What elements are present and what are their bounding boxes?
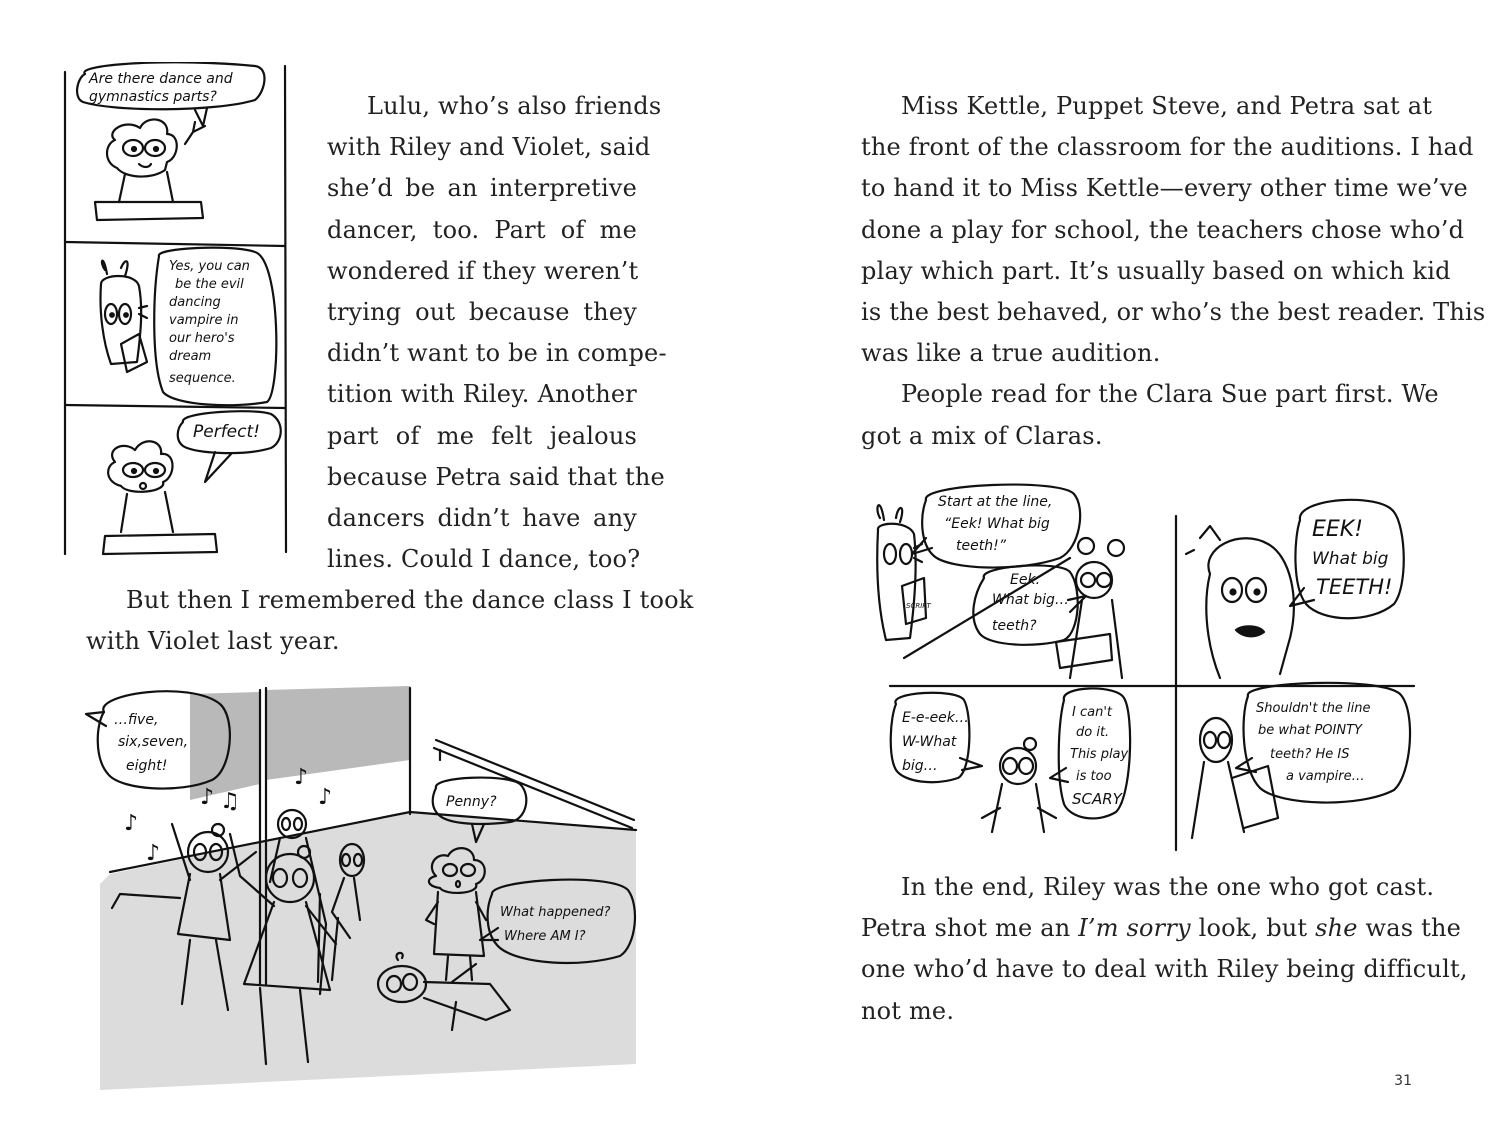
p1-top-bubble-line2: “Eek! What big: [944, 516, 1050, 532]
text-line: to hand it to Miss Kettle—every other time we’ve: [861, 174, 1468, 203]
text-line: was like a true audition.: [861, 339, 1161, 368]
p4-bubble-line: be what POINTY: [1258, 723, 1362, 738]
text-line: the front of the classroom for the auditions. I had: [861, 133, 1474, 162]
p3-right-bubble-line: I can't: [1072, 705, 1112, 720]
p1-small-bubble-line3: teeth?: [992, 618, 1037, 634]
text-line: dancers didn’t have any: [327, 504, 637, 533]
text-line: not me.: [861, 996, 955, 1025]
p3-left-bubble-line1: E-e-eek…: [902, 710, 969, 726]
p3-left-bubble-line3: big…: [902, 758, 938, 774]
panel2-bubble-line: dream: [169, 349, 212, 364]
panel2-bubble-text: [169, 259, 250, 386]
fallen-bubble-line1: What happened?: [500, 905, 611, 920]
text-line: didn’t want to be in compe-: [327, 339, 667, 368]
panel2-bubble-line: vampire in: [169, 313, 239, 328]
p4-bubble-line: Shouldn't the line: [1256, 701, 1371, 716]
text-line: But then I remembered the dance class I took: [126, 586, 694, 614]
penny-bubble-text: Penny?: [446, 794, 497, 810]
text-line: one who’d have to deal with Riley being difficult,: [861, 955, 1468, 984]
panel1-bubble-line2: gymnastics parts?: [89, 89, 217, 105]
text-line: tition with Riley. Another: [327, 380, 637, 409]
music-note: ♪: [146, 841, 161, 866]
p1-script-label: SCRIPT: [906, 602, 931, 610]
p2-bubble-line2: What big: [1312, 549, 1389, 569]
text-line: [861, 908, 1462, 949]
text-line: done a play for school, the teachers chose who’d: [861, 215, 1465, 244]
text-line: got a mix of Claras.: [861, 421, 1103, 450]
p3-right-bubble-line: This play: [1070, 747, 1129, 762]
text-line: Miss Kettle, Puppet Steve, and Petra sat at: [901, 92, 1433, 120]
text-line: with Violet last year.: [86, 627, 340, 656]
emphasis-she: she: [1315, 914, 1358, 943]
right-page: [750, 0, 1500, 1148]
text-line: is the best behaved, or who’s the best reader. This: [861, 298, 1486, 327]
text-line: with Riley and Violet, said: [327, 133, 651, 162]
text-line: part of me felt jealous: [327, 421, 637, 450]
text-line: In the end, Riley was the one who got cast.: [901, 873, 1435, 901]
p2-bubble-line1: EEK!: [1312, 517, 1364, 542]
p1-small-bubble-line2: What big…: [992, 592, 1069, 608]
text-line: trying out because they: [327, 298, 637, 327]
text-line: because Petra said that the: [327, 462, 665, 491]
paragraph-dance-class: [86, 580, 694, 662]
side-paragraph: [327, 86, 667, 580]
text-line: People read for the Clara Sue part first. We: [901, 380, 1439, 409]
p4-bubble-line: teeth? He IS: [1270, 747, 1350, 762]
text-run: Petra shot me an: [861, 914, 1079, 943]
p1-small-bubble-line1: Eek.: [1010, 572, 1041, 588]
p3-right-bubble-line: SCARY.: [1072, 790, 1125, 808]
vertical-comic-strip: [55, 62, 295, 562]
music-note: ♪: [200, 785, 215, 810]
panel3-bubble-text: Perfect!: [193, 422, 260, 442]
panel1-bubble-line1: Are there dance and: [89, 71, 233, 87]
panel2-bubble-line: dancing: [169, 295, 221, 310]
text-run: look, but: [1190, 914, 1316, 943]
page-number: 31: [1394, 1073, 1412, 1089]
text-line: wondered if they weren’t: [327, 256, 639, 285]
text-line: Lulu, who’s also friends: [367, 92, 662, 120]
p4-bubble-line: a vampire…: [1286, 769, 1365, 784]
p1-top-bubble-line3: teeth!”: [956, 538, 1006, 554]
panel2-bubble-line: sequence.: [169, 371, 236, 386]
dance-class-illustration: [80, 684, 640, 1090]
text-line: play which part. It’s usually based on which kid: [861, 256, 1451, 285]
emphasis-im-sorry: I’m sorry: [1078, 914, 1191, 943]
count-bubble-line1: …five,: [114, 712, 159, 728]
text-run: was the: [1357, 914, 1462, 943]
panel2-bubble-line: be the evil: [175, 277, 244, 292]
audition-grid-comic: [860, 478, 1420, 856]
fallen-bubble-line2: Where AM I?: [504, 929, 586, 944]
p3-right-bubble-line: do it.: [1076, 725, 1110, 740]
count-bubble-line3: eight!: [126, 758, 168, 774]
panel2-bubble-line: Yes, you can: [169, 259, 250, 274]
music-note: ♪: [294, 765, 309, 790]
p1-top-bubble-line1: Start at the line,: [938, 494, 1053, 510]
paragraph-cast: [861, 867, 1468, 1032]
count-bubble-line2: six,seven,: [118, 734, 189, 750]
text-line: dancer, too. Part of me: [327, 215, 637, 244]
panel2-bubble-line: our hero's: [169, 331, 235, 346]
p3-right-bubble-line: is too: [1076, 769, 1112, 784]
music-note: ♪: [318, 785, 333, 810]
text-line: she’d be an interpretive: [327, 174, 637, 203]
paragraph-auditions: [861, 86, 1486, 457]
music-note: ♫: [220, 789, 240, 814]
text-line: lines. Could I dance, too?: [327, 545, 641, 574]
music-note: ♪: [124, 811, 139, 836]
p3-left-bubble-line2: W-What: [902, 734, 957, 750]
p2-bubble-line3: TEETH!: [1316, 575, 1393, 599]
